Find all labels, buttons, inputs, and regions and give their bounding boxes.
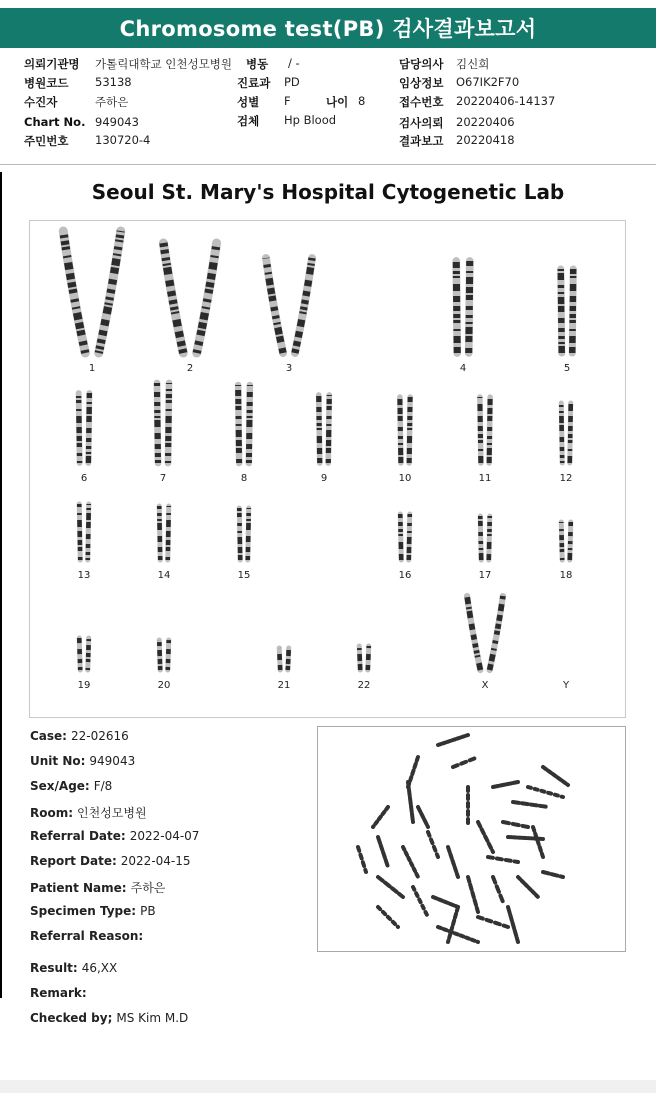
age-value: 8 <box>358 94 366 108</box>
chromosome <box>157 383 169 463</box>
id-value: 130720-4 <box>95 133 151 147</box>
receipt-value: 20220406-14137 <box>456 94 556 108</box>
checked-value: MS Kim M.D <box>116 1011 189 1025</box>
case-value: 22-02616 <box>70 729 129 743</box>
chromosome-label-18: 18 <box>559 570 573 581</box>
spread-chromosome <box>448 907 458 942</box>
chromosome <box>63 231 120 353</box>
result-label: Result: <box>30 961 78 975</box>
institution-label: 의뢰기관명 <box>24 57 80 71</box>
chromosome-label-17: 17 <box>478 570 492 581</box>
report-date-line <box>30 854 191 868</box>
chart-label: Chart No. <box>24 115 86 129</box>
referral-reason-line <box>30 929 147 943</box>
unit-value: 949043 <box>89 754 136 768</box>
request-value: 20220406 <box>456 115 515 129</box>
sex-label: 성별 <box>237 95 260 109</box>
footer-band <box>0 1080 656 1093</box>
header-divider <box>0 164 656 165</box>
report-date-label: Report Date: <box>30 854 117 868</box>
spread-chromosome <box>503 822 528 827</box>
spread-chromosome <box>528 787 563 797</box>
chromosome-label-3: 3 <box>285 363 293 374</box>
chromosome-label-11: 11 <box>478 473 492 484</box>
metaphase-spread-panel <box>317 726 626 952</box>
room-line <box>30 804 147 821</box>
spread-chromosome <box>468 877 478 912</box>
spread-chromosome <box>408 782 413 822</box>
report-date-value: 2022-04-15 <box>120 854 191 868</box>
chromosome <box>159 506 169 560</box>
report-label: 결과보고 <box>399 134 444 148</box>
patient-name-value: 주하은 <box>130 881 166 895</box>
referral-reason-label: Referral Reason: <box>30 929 144 943</box>
specimen-value: Hp Blood <box>284 113 337 127</box>
clinical-label: 임상정보 <box>399 76 444 90</box>
id-label: 주민번호 <box>24 134 69 148</box>
chromosome-label-19: 19 <box>77 680 91 691</box>
chromosome-label-16: 16 <box>398 570 412 581</box>
result-line <box>30 961 117 975</box>
checked-line <box>30 1011 188 1025</box>
department-value: PD <box>284 75 300 89</box>
spread-chromosome <box>478 917 508 927</box>
chromosome-label-13: 13 <box>77 570 91 581</box>
chromosome-label-7: 7 <box>159 473 167 484</box>
sexage-label: Sex/Age: <box>30 779 90 793</box>
spread-chromosome <box>373 807 388 827</box>
chromosome-label-8: 8 <box>240 473 248 484</box>
report-value: 20220418 <box>456 133 515 147</box>
chromosome-label-4: 4 <box>459 363 467 374</box>
chromosome-label-10: 10 <box>398 473 412 484</box>
result-value: 46,XX <box>81 961 118 975</box>
chromosome-label-20: 20 <box>157 680 171 691</box>
spread-chromosome <box>518 877 538 897</box>
remark-line <box>30 986 91 1000</box>
spread-chromosome <box>453 757 478 767</box>
left-border <box>0 172 2 998</box>
chromosome <box>359 646 369 670</box>
clinical-value: O67IK2F70 <box>456 75 520 89</box>
karyogram-panel <box>29 220 626 718</box>
chromosome <box>79 393 90 463</box>
patient-label: 수진자 <box>24 95 58 109</box>
spread-chromosome <box>508 907 518 942</box>
chromosome-label-9: 9 <box>320 473 328 484</box>
request-label: 검사의뢰 <box>399 116 444 130</box>
spread-chromosome <box>513 802 548 807</box>
top-margin <box>0 0 656 8</box>
chromosome <box>456 261 470 353</box>
case-label: Case: <box>30 729 67 743</box>
referral-date-line <box>30 829 199 843</box>
chromosome-label-12: 12 <box>559 473 573 484</box>
spread-chromosome <box>493 782 518 787</box>
spread-chromosome <box>433 897 458 907</box>
chromosome-label-5: 5 <box>563 363 571 374</box>
report-title: Chromosome test(PB) 검사결과보고서 <box>119 17 537 41</box>
case-line <box>30 729 129 743</box>
room-label: Room: <box>30 806 74 820</box>
unit-line <box>30 754 135 768</box>
lab-title: Seoul St. Mary's Hospital Cytogenetic Lab <box>91 180 565 204</box>
chromosome-label-14: 14 <box>157 570 171 581</box>
spread-chromosome <box>543 872 563 877</box>
spread-chromosome <box>488 857 518 862</box>
chromosome-label-X: X <box>481 680 489 691</box>
chromosome-label-1: 1 <box>88 363 96 374</box>
chromosome-label-21: 21 <box>277 680 291 691</box>
chromosome <box>163 243 216 353</box>
chromosome <box>467 596 503 670</box>
ward-label: 병동 <box>246 57 269 71</box>
chromosome <box>400 397 410 463</box>
spread-chromosome <box>378 837 388 867</box>
specimen-type-value: PB <box>140 904 156 918</box>
patient-value: 주하은 <box>95 95 129 109</box>
spread-chromosome <box>438 927 478 942</box>
chromosome <box>561 522 571 560</box>
chromosome <box>279 648 289 670</box>
ward-value: / - <box>288 56 300 70</box>
remark-label: Remark: <box>30 986 87 1000</box>
spread-chromosome <box>413 887 428 917</box>
spread-chromosome <box>378 907 398 927</box>
chromosome-label-15: 15 <box>237 570 251 581</box>
chromosome <box>79 638 89 670</box>
doctor-value: 김신희 <box>456 57 490 71</box>
institution-value: 가톨릭대학교 인천성모병원 <box>95 57 232 71</box>
hospital-code-value: 53138 <box>95 75 132 89</box>
sex-value: F <box>284 94 291 108</box>
chromosome <box>319 395 330 463</box>
chromosome <box>480 397 490 463</box>
chromosome <box>480 516 490 560</box>
hospital-code-label: 병원코드 <box>24 76 69 90</box>
department-label: 진료과 <box>237 76 271 90</box>
spread-chromosome <box>478 822 493 852</box>
specimen-type-line <box>30 904 156 918</box>
doctor-label: 담당의사 <box>399 57 444 71</box>
spread-chromosome <box>448 847 458 877</box>
chromosome <box>238 385 250 463</box>
checked-label: Checked by; <box>30 1011 113 1025</box>
spread-chromosome <box>493 877 503 902</box>
referral-date-label: Referral Date: <box>30 829 126 843</box>
sexage-line <box>30 779 112 793</box>
referral-date-value: 2022-04-07 <box>129 829 200 843</box>
spread-chromosome <box>543 767 568 785</box>
report-header <box>0 8 656 48</box>
chromosome <box>561 269 574 353</box>
chart-value: 949043 <box>95 115 139 129</box>
patient-info-block <box>0 52 656 164</box>
spread-chromosome <box>378 877 403 897</box>
spread-chromosome <box>358 847 366 872</box>
chromosome-label-Y: Y <box>562 680 570 691</box>
receipt-label: 접수번호 <box>399 95 444 109</box>
patient-name-label: Patient Name: <box>30 881 127 895</box>
spread-chromosome <box>428 832 438 857</box>
spread-chromosome <box>438 735 468 745</box>
patient-name-line <box>30 879 165 896</box>
karyogram-image <box>30 221 625 717</box>
chromosome <box>400 514 410 560</box>
spread-chromosome <box>403 847 418 877</box>
unit-label: Unit No: <box>30 754 86 768</box>
metaphase-spread-image <box>318 727 625 951</box>
chromosome <box>159 640 169 670</box>
spread-chromosome <box>533 827 543 857</box>
chromosome-label-2: 2 <box>186 363 194 374</box>
specimen-label: 검체 <box>237 114 260 128</box>
room-value: 인천성모병원 <box>77 806 147 820</box>
age-label: 나이 <box>326 95 349 109</box>
chromosome <box>266 258 312 353</box>
chromosome <box>561 403 571 463</box>
chromosome <box>79 504 89 560</box>
chromosome-label-6: 6 <box>80 473 88 484</box>
spread-chromosome <box>418 807 428 827</box>
chromosome-label-22: 22 <box>357 680 371 691</box>
specimen-type-label: Specimen Type: <box>30 904 137 918</box>
chromosome <box>239 508 249 560</box>
sexage-value: F/8 <box>93 779 113 793</box>
